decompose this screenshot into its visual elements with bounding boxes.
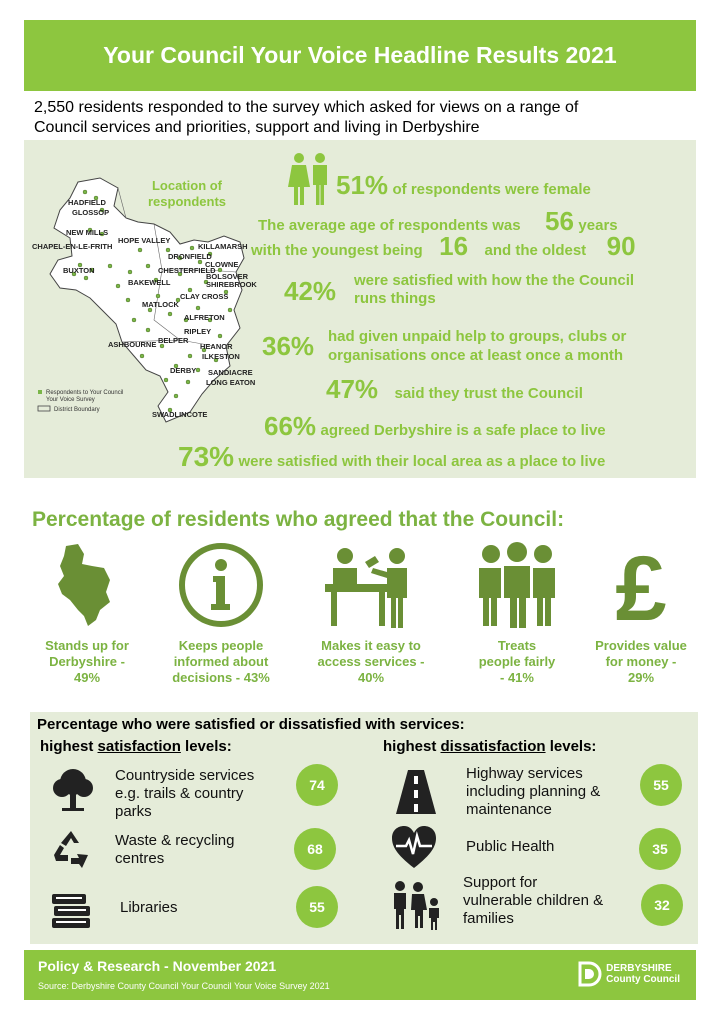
legend-text: Your Voice Survey: [46, 397, 95, 403]
svc-line: Support for: [463, 874, 538, 891]
map-place-label: ILKESTON: [202, 352, 240, 361]
stat-female-label: of respondents were female: [392, 181, 591, 198]
stat-age-text: with the youngest being: [251, 242, 423, 259]
legend-text: Respondents to Your Council: [46, 390, 124, 396]
page-title: Your Council Your Voice Headline Results 2021: [103, 42, 617, 68]
map-title-line-2: respondents: [147, 194, 226, 209]
council-logo: [578, 961, 680, 987]
stat-text: were satisfied with how the the Council: [354, 272, 635, 289]
footer-source: Source: Derbyshire County Council Your Council Your Voice Survey 2021: [38, 981, 330, 991]
intro-line-1: 2,550 residents responded to the survey which asked for views on a range of: [34, 99, 579, 116]
svc-line: maintenance: [466, 801, 552, 818]
agreed-label: [452, 638, 582, 686]
stat-satisfied-label: [354, 272, 634, 308]
satisfaction-value-badge: 74: [296, 764, 338, 806]
stat-text: runs things: [354, 290, 436, 307]
map-place-label: HADFIELD: [68, 198, 106, 207]
map-place-label: CLAY CROSS: [180, 292, 229, 301]
heading-underlined: satisfaction: [97, 738, 181, 755]
stat-safe-value: 66%: [264, 411, 317, 441]
agreed-item-stands-up: [22, 540, 152, 690]
map-place-label: KILLAMARSH: [198, 242, 248, 251]
map-place-label: RIPLEY: [184, 327, 212, 336]
map-place-label: CLOWNE: [205, 260, 239, 269]
map-place-label: MATLOCK: [142, 300, 179, 309]
people-group-icon: [475, 540, 559, 630]
svc-line: vulnerable children &: [463, 892, 604, 909]
road-icon: [392, 768, 440, 816]
map-legend-respondents: [46, 390, 123, 404]
council-logo-text: [606, 963, 680, 985]
stat-trust-value: 47%: [326, 374, 379, 404]
footer: [24, 950, 696, 1000]
agreed-label-line: Stands up for: [45, 638, 129, 653]
svc-line: centres: [115, 850, 165, 867]
heart-pulse-icon: [390, 824, 438, 870]
agreed-label: [576, 638, 706, 686]
stat-text: organisations once at least once a month: [328, 347, 624, 364]
dissatisfaction-item-label: [466, 838, 554, 856]
map-place-label: NEW MILLS: [66, 228, 109, 237]
agreed-item-fairly: [452, 540, 582, 690]
dissatisfaction-value-badge: 35: [639, 828, 681, 870]
agreed-section-title: Percentage of residents who agreed that the Council:: [32, 508, 565, 531]
stat-local-value: 73%: [178, 441, 235, 472]
map-place-label: DRONFIELD: [168, 252, 212, 261]
female-male-icon: [288, 152, 332, 206]
map-place-label: BUXTON: [63, 266, 95, 275]
logo-line: County Council: [606, 974, 680, 985]
stat-trust-label: said they trust the Council: [394, 385, 583, 402]
agreed-label-line: Makes it easy to: [321, 638, 421, 653]
stat-trust: [326, 374, 583, 405]
derbyshire-map-icon: [52, 540, 122, 630]
stat-age-average: 56: [545, 206, 574, 236]
page-title-banner: [24, 20, 696, 91]
stat-unpaid-value: 36%: [262, 331, 315, 361]
stat-text: had given unpaid help to groups, clubs or: [328, 328, 627, 345]
map-place-label: LONG EATON: [206, 378, 256, 387]
agreed-label: [156, 638, 286, 686]
agreed-label-line: decisions - 43%: [172, 670, 270, 685]
map-place-label: BELPER: [158, 336, 189, 345]
map-place-label: SANDIACRE: [208, 368, 253, 377]
tree-icon: [50, 766, 96, 812]
pound-icon: [606, 540, 676, 630]
stat-female: [336, 170, 591, 201]
map-place-label: BAKEWELL: [128, 278, 171, 287]
svc-line: e.g. trails & country: [115, 785, 244, 802]
stat-age-oldest: 90: [606, 231, 636, 261]
stat-female-value: 51%: [336, 170, 389, 200]
agreed-label-line: - 41%: [500, 670, 534, 685]
map-place-label: HEANOR: [200, 342, 233, 351]
stat-local-label: were satisfied with their local area as a place to live: [238, 453, 606, 470]
service-desk-icon: [323, 540, 419, 630]
satisfaction-item-label: [115, 767, 254, 821]
map-place-label: HOPE VALLEY: [118, 236, 171, 245]
map-place-label: GLOSSOP: [72, 208, 110, 217]
svc-line: families: [463, 910, 514, 927]
svc-line: Countryside services: [115, 767, 255, 784]
heading-text: highest: [40, 738, 98, 755]
stat-safe-label: agreed Derbyshire is a safe place to live: [320, 422, 606, 439]
logo-line: DERBYSHIRE: [606, 963, 672, 974]
stat-unpaid-label: [328, 327, 626, 365]
satisfaction-heading: [40, 738, 232, 755]
satisfaction-value-badge: 68: [294, 828, 336, 870]
satisfaction-item-label: [120, 899, 178, 917]
footer-title: Policy & Research - November 2021: [38, 958, 277, 974]
stat-age-text: years: [578, 217, 618, 234]
stat-age-text: and the oldest: [484, 242, 587, 259]
map-place-label: CHAPEL-EN-LE-FRITH: [32, 242, 113, 251]
map-title-line-1: Location of: [151, 178, 223, 193]
map-place-label: BOLSOVER: [206, 272, 249, 281]
services-title: Percentage who were satisfied or dissatisfied with services:: [37, 716, 465, 733]
map-place-label: ASHBOURNE: [108, 340, 157, 349]
heading-text: levels:: [545, 738, 597, 755]
agreed-item-value: [576, 540, 706, 690]
intro-line-2: Council services and priorities, support and living in Derbyshire: [34, 119, 480, 136]
info-icon: [176, 540, 266, 630]
heading-text: levels:: [180, 738, 232, 755]
map-place-label: SWADLINCOTE: [152, 410, 208, 419]
dissatisfaction-value-badge: 32: [641, 884, 683, 926]
dissatisfaction-item-label: [463, 874, 603, 928]
agreed-label-line: informed about: [173, 654, 269, 669]
svc-line: Public Health: [466, 838, 555, 855]
agreed-label-line: Treats: [497, 638, 537, 653]
dissatisfaction-item-label: [466, 765, 600, 819]
agreed-label-line: access services -: [317, 654, 425, 669]
heading-text: highest: [383, 738, 441, 755]
agreed-label-line: 40%: [357, 670, 385, 685]
intro-text: [34, 98, 674, 138]
agreed-label: [22, 638, 152, 686]
agreed-label-line: Derbyshire -: [49, 654, 125, 669]
heading-underlined: dissatisfaction: [440, 738, 546, 755]
stat-age-line-2: [251, 231, 636, 262]
svc-line: Waste & recycling: [115, 832, 235, 849]
agreed-label: [306, 638, 436, 686]
map-title: [132, 178, 242, 210]
map-place-label: CHESTERFIELD: [158, 266, 216, 275]
agreed-label-line: Keeps people: [178, 638, 264, 653]
family-icon: [388, 880, 446, 932]
recycle-icon: [48, 827, 94, 873]
map-legend-boundary: District Boundary: [54, 407, 100, 413]
books-icon: [48, 888, 94, 932]
council-logo-icon: [578, 961, 602, 987]
agreed-label-line: people fairly: [478, 654, 556, 669]
stat-satisfied-value: 42%: [284, 276, 337, 306]
agreed-label-line: for money -: [605, 654, 677, 669]
stat-safe: [264, 411, 606, 442]
map-place-label: SHIREBROOK: [206, 280, 257, 289]
agreed-item-informed: [156, 540, 286, 690]
stat-age-youngest: 16: [439, 231, 469, 261]
map-place-label: ALFRETON: [184, 313, 225, 322]
stat-local: [178, 441, 605, 473]
agreed-label-line: Provides value: [595, 638, 687, 653]
svc-line: parks: [115, 803, 152, 820]
satisfaction-value-badge: 55: [296, 886, 338, 928]
svc-line: Libraries: [120, 899, 178, 916]
map-place-label: DERBY: [170, 366, 197, 375]
stat-age-text: The average age of respondents was: [258, 217, 521, 234]
dissatisfaction-heading: [383, 738, 596, 755]
agreed-label-line: 29%: [627, 670, 655, 685]
agreed-item-access: [306, 540, 436, 690]
dissatisfaction-value-badge: 55: [640, 764, 682, 806]
svc-line: Highway services: [466, 765, 583, 782]
svc-line: including planning &: [466, 783, 601, 800]
svg-text:£: £: [615, 540, 667, 630]
agreed-label-line: 49%: [73, 670, 101, 685]
satisfaction-item-label: [115, 832, 234, 868]
